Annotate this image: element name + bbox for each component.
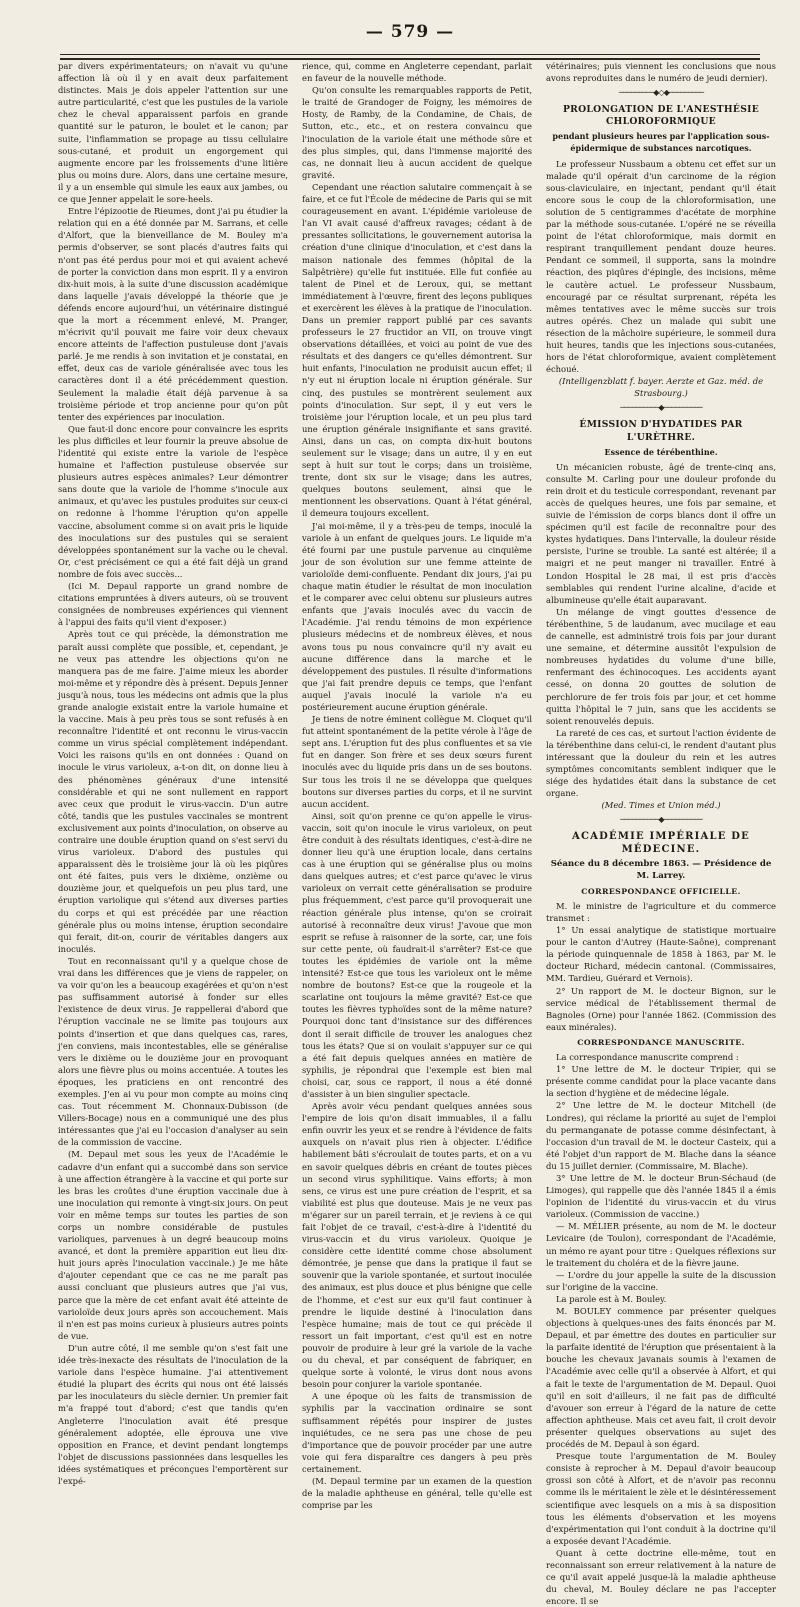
paragraph: Le professeur Nussbaum a obtenu cet effet sur un malade qu'il opérait d'un carcinome de la région sous-claviculaire, en injectant, pendant qu'il était encore sous le coup de la chloroformisation, une solution de 5 centigrammes d'acétate de morphine par la méthode sous-cutanée. L'opéré ne se réveilla point de l'état chloroformique, mais dormit en respirant tranquillement pendant douze heures. Pendant ce sommeil, il supporta, sans la moindre réaction, des piqûres d'épingle, des incisions, même le cautère actuel. Le professeur Nussbaum, encouragé par ce résultat surprenant, répéta les mêmes tentatives avec le même succès sur trois autres opérés. Chez un malade qui subit une résection de la mâchoire supérieure, le sommeil dura huit heures, tandis que les injections sous-cutanées, hors de l'état chloroformique, avaient complètement échoué. — [546, 158, 776, 375]
column-1 — [58, 60, 288, 1486]
paragraph: 3° Une lettre de M. le docteur Brun-Séchaud (de Limoges), qui rappelle que dès l'année 1845 il a émis l'opinion de l'identité du virus-vaccin et du virus varioleux. (Commission de vaccine.) — [546, 1172, 776, 1220]
paragraph: Après tout ce qui précède, la démonstration me paraît aussi complète que possible, et, cependant, je ne veux pas attendre les objections qu'on ne manquera pas de me faire. J'aime mieux les aborder moi-même et y répondre dès à présent. Depuis Jenner jusqu'à nous, tous les médecins ont admis que la plus grande analogie existait entre la variole humaine et la vaccine. Mais à peu près tous se sont refusés à en reconnaître l'identité et ont reconnu le virus-vaccin comme un virus spécial complètement indépendant. Voici les raisons qu'ils en ont données : Quand on inocule le virus varioleux, a-t-on dit, on donne lieu à des phénomènes généraux d'une intensité considérable et qui ne sont nullement en rapport avec ceux que produit le virus-vaccin. D'un autre côté, tandis que les pustules vaccinales se montrent exclusivement aux points d'inoculation, on observe au contraire une double éruption quand on s'est servi du virus varioleux. D'abord des pustules qui apparaissent dès le troisième jour là où les piqûres ont été faites, puis vers le dixième, onzième ou douzième jour, et quelquefois un peu plus tard, une éruption variolique qui s'étend aux diverses parties du corps et qui est précédée par une réaction générale plus ou moins intense, éruption secondaire qui ferait, dit-on, courir de véritables dangers aux inoculés. — [58, 629, 288, 954]
paragraph: La correspondance manuscrite comprend : — [556, 1052, 739, 1063]
ornamental-rule-icon: ──────────◆────────── — [620, 815, 702, 825]
source-citation: (Med. Times et Union méd.) — [601, 800, 721, 811]
paragraph: Que faut-il donc encore pour convaincre les esprits les plus difficiles et leur fournir la preuve absolue de l'identité qui existe entre la variole de l'espèce humaine et l'affection pustuleuse observée sur plusieurs autres espèces animales? Leur démontrer sans doute que la variole de l'homme s'inocule aux animaux, et qu'avec les pustules produites sur ceux-ci on redonne à l'homme l'éruption qu'on appelle vaccine, absolument comme si on avait pris le liquide des inoculations sur des pustules qui se seraient développées spontanément sur la vache ou le cheval. Or, c'est précisément ce qui a été fait déjà un grand nombre de fois avec succès... — [58, 423, 288, 579]
paragraph: 2° Un rapport de M. le docteur Bignon, sur le service médical de l'établissement thermal de Bagnoles (Orne) pour l'année 1862. (Commission des eaux minérales). — [546, 985, 776, 1032]
paragraph: A une époque où les faits de transmission de syphilis par la vaccination ordinaire se sont suffisamment répétés pour inspirer de justes inquiétudes, ce ne sera pas une chose de peu d'importance que de pouvoir procéder par une autre voie qui fera disparaître ces dangers à peu près certainement. — [302, 1391, 532, 1474]
text-columns — [58, 60, 776, 1607]
paragraph: Je tiens de notre éminent collègue M. Cloquet qu'il fut atteint spontanément de la petite vérole à l'âge de sept ans. L'éruption fut des plus confluentes et sa vie fut en danger. Son frère et ses deux sœurs furent inoculés avec du liquide pris dans un de ses boutons. Sur tous les trois il ne se développa que quelques boutons sur diverses parties du corps, et il ne survint aucun accident. — [302, 714, 532, 809]
column-3 — [546, 60, 776, 1607]
section-title-hydatids: ÉMISSION D'HYDATIDES PAR L'URÈTHRE. — [579, 419, 743, 443]
paragraph: 1° Un essai analytique de statistique mortuaire pour le canton d'Autrey (Haute-Saône), comprenant la période quinquennale de 1858 à 1863, par M. le docteur Richard, médecin cantonal. (Commissaires, MM. Tardieu, Guérard et Vernois). — [546, 925, 776, 984]
paragraph: 2° Une lettre de M. le docteur Mitchell (de Londres), qui réclame la priorité au sujet de l'emploi du permanganate de potasse comme désinfectant, à l'occasion d'un travail de M. le docteur Casteix, qui a été l'objet d'un rapport de M. Blache dans la séance du 15 juillet dernier. (Commissaire, M. Blache). — [546, 1100, 776, 1171]
paragraph: (M. Depaul met sous les yeux de l'Académie le cadavre d'un enfant qui a succombé dans son service à une affection étrangère à la vaccine et qui porte sur les bras les croûtes d'une éruption vaccinale due à une inoculation qui remonte à vingt-six jours. On peut voir en même temps sur toutes les parties de son corps un nombre considérable de pustules varioliques, parvenues à un degré beaucoup moins avancé, et dont la première apparition eut lieu dix-huit jours après l'inoculation vaccinale.) Je me hâte d'ajouter cependant que ce cas ne me paraît pas aussi concluant que plusieurs autres que j'ai vus, parce que la mère de cet enfant avait été atteinte de varioloïde deux jours après son accouchement. Mais il n'en est pas moins curieux à plusieurs autres points de vue. — [58, 1149, 288, 1341]
paragraph: rience, qui, comme en Angleterre cependant, parlait en faveur de la nouvelle méthode. — [302, 61, 532, 84]
paragraph: Cependant une réaction salutaire commençait à se faire, et ce fut l'École de médecine de Paris qui se mit courageusement en avant. L'épidémie varioleuse de l'an VI avait causé d'affreux ravages; cédant à de pressantes sollicitations, le gouvernement autorisa la création d'une clinique d'inoculation, et c'est dans la maison nationale des femmes (hôpital de la Salpêtrière) qu'elle fut instituée. Elle fut confiée au talent de Pinel et de Leroux, qui, se mettant immédiatement à l'œuvre, firent des leçons publiques et exercèrent les élèves à la pratique de l'inoculation. Dans un premier rapport publié par ces savants professeurs le 27 fructidor an VII, on trouve vingt observations détaillées, et voici au point de vue des résultats et des dangers ce qu'elles démontrent. Sur huit enfants, l'inoculation ne produisit aucun effet; il n'y eut ni éruption locale ni éruption générale. Sur cinq, des pustules se montrèrent seulement aux points d'inoculation. Sur sept, il y eut vers le troisième jour l'éruption locale, et un peu plus tard une éruption générale insignifiante et sans gravité. Ainsi, dans un cas, on compta dix-huit boutons seulement sur le visage; dans un autre, il y en eut sept à huit sur tout le corps; dans un troisième, trente, dont six sur le visage; dans les autres, quelques boutons seulement, ainsi que le mentionnent les observations. Quant à l'état général, il demeura toujours excellent. — [302, 181, 532, 519]
source-citation: (Intelligenzblatt f. bayer. Aerzte et Gaz. méd. de Strasbourg.) — [558, 376, 764, 399]
paragraph: vétérinaires; puis viennent les conclusions que nous avons reproduites dans le numéro de jeudi dernier). — [546, 61, 776, 84]
paragraph: D'un autre côté, il me semble qu'on s'est fait une idée très-inexacte des résultats de l'inoculation de la variole dans l'espèce humaine. J'ai attentivement étudié la plupart des écrits qui nous ont été laissés par les inoculateurs du siècle dernier. Un premier fait m'a frappé tout d'abord; c'est que tandis qu'en Angleterre l'inoculation avait été presque généralement adoptée, elle éprouva une vive opposition en France, et devint pendant longtemps l'objet de discussions passionnées dans lesquelles les idées systématiques et préconçues l'emportèrent sur l'expé- — [58, 1342, 288, 1486]
paragraph: Tout en reconnaissant qu'il y a quelque chose de vrai dans les différences que je viens de rappeler, on va voir qu'on les a beaucoup exagérées et qu'on n'est pas suffisamment autorisé à fonder sur elles l'existence de deux virus. Je rappellerai d'abord que l'éruption vaccinale ne se limite pas toujours aux points d'insertion et que dans quelques cas, rares, j'en conviens, mais incontestables, elle se généralise vers le dixième ou le douzième jour en provoquant alors une fièvre plus ou moins accentuée. A toutes les époques, les praticiens en ont rencontré des exemples. J'en ai vu pour mon compte au moins cinq cas. Tout récemment M. Chonnaux-Dubisson (de Villers-Bocage) nous en a communiqué une des plus intéressantes que j'ai eu l'occasion d'analyser au sein de la commission de vaccine. — [58, 955, 288, 1148]
paragraph: La rareté de ces cas, et surtout l'action évidente de la térébenthine dans celui-ci, le rendent d'autant plus intéressant que la douleur du rein et les autres symptômes concomitants semblent indiquer que le siége des hydatides était dans la substance de cet organe. — [546, 727, 776, 799]
section-title-academy: ACADÉMIE IMPÉRIALE DE MÉDECINE. — [572, 831, 750, 855]
paragraph: Presque toute l'argumentation de M. Bouley consiste à reprocher à M. Depaul d'avoir beaucoup grossi son côté à Alfort, et de n'avoir pas reconnu comme ils le méritaient le zèle et le désintéressement scientifique avec lesquels on a mis à sa disposition tous les éléments d'observation et les moyens d'expérimentation qui l'ont conduit à la doctrine qu'il a exposée devant l'Académie. — [546, 1451, 776, 1546]
subsection-heading: CORRESPONDANCE OFFICIELLE. — [581, 886, 741, 896]
paragraph: Ainsi, soit qu'on prenne ce qu'on appelle le virus-vaccin, soit qu'on inocule le virus varioleux, on peut être conduit à des résultats identiques, c'est-à-dire ne donner lieu qu'à une éruption locale, dans certains cas à une éruption qui se généralise plus ou moins dans quelques autres; et c'est parce qu'avec le virus varioleux on verrait cette généralisation se produire plus fréquemment, c'est parce qu'il provoquerait une réaction générale plus intense, qu'on se croirait autorisé à reconnaître deux virus! J'avoue que mon esprit se refuse à raisonner de la sorte, car, une fois sur cette pente, où faudrait-il s'arrêter? Est-ce que toutes les épidémies de variole ont la même intensité? Est-ce que tous les varioleux ont le même nombre de boutons? Est-ce que la rougeole et la scarlatine ont toujours la même gravité? Est-ce que toutes les fièvres typhoïdes sont de la même nature? Pourquoi donc tant d'insistance sur des différences dont il serait difficile de trouver les analogues chez tous les états? Que si on voulait s'appuyer sur ce qui a été fait depuis quelques années en matière de syphilis, je répondrai que l'exemple est bien mal choisi, car, sous ce rapport, il nous a été donné d'assister à un bien singulier spectacle. — [302, 810, 532, 1099]
section-subtitle: Essence de térébenthine. — [604, 446, 718, 457]
paragraph: — L'ordre du jour appelle la suite de la discussion sur l'origine de la vaccine. — [546, 1269, 776, 1292]
paragraph: M. le ministre de l'agriculture et du commerce transmet : — [546, 900, 776, 923]
paragraph: Un mélange de vingt gouttes d'essence de térébenthine, 5 de laudanum, avec mucilage et eau de cannelle, est administré trois fois par jour durant une semaine, et détermine aussitôt l'expulsion de nombreuses hydatides du volume d'une bille, renfermant des échinocoques. Les accidents ayant cessé, on donna 20 gouttes de solution de perchlorure de fer trois fois par jour, et cet homme quitta l'hôpital le 7 juin, sans que les accidents se soient renouvelés depuis. — [546, 606, 776, 726]
column-2 — [302, 60, 532, 1511]
ornamental-rule-icon: ──────────◆────────── — [620, 403, 702, 413]
paragraph: Entre l'épizootie de Rieumes, dont j'ai pu étudier la relation qui en a été donnée par M. Sarrans, et celle d'Alfort, que la bienveillance de M. Bouley m'a permis d'observer, se sont placés d'autres faits qui n'ont pas été perdus pour moi et qui avaient achevé de porter la conviction dans mon esprit. Il y a environ dix-huit mois, à la suite d'une discussion académique dans laquelle j'avais développé la théorie que je défends encore aujourd'hui, un vétérinaire distingué que la mort a récemment enlevé, M. Pranger, m'écrivit qu'il pouvait me faire voir deux chevaux encore atteints de l'affection pustuleuse dont j'avais parlé. Je me rendis à son invitation et je constatai, en effet, deux cas de variole généralisée avec tous les caractères dont il a été précédemment question. Seulement la maladie était déjà parvenue à sa troisième période et trop ancienne pour qu'on pût tenter des expériences par inoculation. — [58, 206, 288, 422]
page-header — [60, 10, 760, 60]
section-title-anesthesia: PROLONGATION DE L'ANESTHÉSIE CHLOROFORMIQUE — [562, 104, 760, 128]
paragraph: Un mécanicien robuste, âgé de trente-cinq ans, consulte M. Carling pour une douleur profonde du rein droit et du testicule correspondant, revenant par accès de quelques heures, une fois par semaine, et suivie de l'émission de corps blancs dont il offre un spécimen qu'il est facile de reconnaître pour des kystes hydatiques. Dans l'intervalle, la douleur réside persiste, l'urine se trouble. La santé est altérée; il a maigri et ne peut manger ni travailler. Entré à London Hospital le 28 mai, il est pris d'accès semblables qui rendent l'urine alcaline, d'acide et albumineuse qu'elle était auparavant. — [546, 461, 776, 605]
section-subtitle: pendant plusieurs heures par l'application sous-épidermique de substances narcotiques. — [552, 131, 770, 154]
paragraph: par divers expérimentateurs; on n'avait vu qu'une affection là où il y en avait deux parfaitement distinctes. Mais je dois appeler l'attention sur une autre particularité, c'est que les pustules de la variole chez le cheval apparaissent parfois en grande quantité sur le paturon, le boulet et le canon; par suite, l'inflammation se propage au tissu cellulaire sous-cutané, et produit un engorgement qui augmente encore par les froissements d'une litière plus ou moins dure. Alors, dans une certaine mesure, il y a un ensemble qui simule les eaux aux jambes, ou ce que Jenner appelait le sore-heels. — [58, 61, 288, 205]
paragraph: (M. Depaul termine par un examen de la question de la maladie aphtheuse en général, telle qu'elle est comprise par les — [302, 1475, 532, 1511]
ornamental-rule-icon: ─────────◆◇◆───────── — [618, 88, 704, 98]
paragraph: (Ici M. Depaul rapporte un grand nombre de citations empruntées à divers auteurs, où se trouvent consignées de nombreuses expériences qui viennent à l'appui des faits qu'il vient d'exposer.) — [58, 581, 288, 628]
subsection-heading: CORRESPONDANCE MANUSCRITE. — [577, 1037, 745, 1047]
header-rule-thin — [60, 54, 760, 55]
page-number: — 579 — — [365, 22, 455, 42]
paragraph: J'ai moi-même, il y a très-peu de temps, inoculé la variole à un enfant de quelques jours. Le liquide m'a été fourni par une pustule parvenue au cinquième jour de son évolution sur une femme atteinte de varioloïde demi-confluente. Pendant dix jours, j'ai pu chaque matin étudier le résultat de mon inoculation et le comparer avec celui obtenu sur plusieurs autres enfants que j'avais inoculés avec du vaccin de l'Académie. J'ai rendu témoins de mon expérience plusieurs médecins et de nombreux élèves, et nous avons tous pu nous convaincre qu'il n'y avait eu aucune différence dans la marche et le développement des pustules. Il résulte d'informations que j'ai fait prendre depuis ce temps, que l'enfant auquel j'avais inoculé la variole n'a eu postérieurement aucune éruption générale. — [302, 520, 532, 712]
paragraph: La parole est à M. Bouley. — [556, 1293, 667, 1304]
paragraph: 1° Une lettre de M. le docteur Tripier, qui se présente comme candidat pour la place vacante dans la section d'hygiène et de médecine légale. — [546, 1064, 776, 1099]
paragraph: Après avoir vécu pendant quelques années sous l'empire de lois qu'on disait immuables, il a fallu enfin ouvrir les yeux et se rendre à l'évidence de faits auxquels on n'avait plus rien à objecter. L'édifice habilement bâti s'écroulait de toutes parts, et on a vu en savoir quelques débris en créant de toutes pièces un second virus syphilitique. Vains efforts; à mon sens, ce virus est une pure création de l'esprit, et sa viabilité est plus que douteuse. Mais je ne veux pas m'égarer sur un pareil terrain, et je reviens à ce qui fait l'objet de ce travail, c'est-à-dire à l'identité du virus-vaccin et du virus varioleux. Quoique je considère cette identité comme chose absolument démontrée, je pense que dans la pratique il faut se souvenir que la variole spontanée, et surtout inoculée des animaux, est plus douce et plus bénigne que celle de l'homme, et c'est sur eux qu'il faut continuer à prendre le liquide destiné à l'inoculation dans l'espèce humaine; mais de tout ce qui précède il ressort un fait important, c'est qu'il est en notre pouvoir de produire à leur gré la variole de la vache ou du cheval, et par conséquent de fabriquer, en quelque sorte à volonté, le virus dont nous avons besoin pour conjurer la variole spontanée. — [302, 1101, 532, 1390]
paragraph: Qu'on consulte les remarquables rapports de Petit, le traité de Grandoger de Foigny, les mémoires de Hosty, de Ramby, de la Condamine, de Chais, de Sutton, etc., etc., et on restera convaincu que l'inoculation de la variole était une méthode sûre et des plus simples, qui, dans l'immense majorité des cas, ne donnait lieu à aucun accident de quelque gravité. — [302, 85, 532, 180]
session-line: Séance du 8 décembre 1863. — Présidence de M. Larrey. — [550, 858, 772, 881]
paragraph: M. BOULEY commence par présenter quelques objections à quelques-unes des faits énoncés par M. Depaul, et par émettre des doutes en particulier sur la parfaite identité de l'éruption que présentaient à la bouche les chevaux javanais soumis à l'examen de l'Académie avec celle qu'il a observée à Alfort, et qui a fait le texte de l'argumentation de M. Depaul. Quoi qu'il en soit d'ailleurs, il ne fait pas de difficulté d'avouer son erreur à l'égard de la nature de cette affection aphtheuse. Mais cet aveu fait, il croit devoir présenter quelques observations au sujet des procédés de M. Depaul à son égard. — [546, 1306, 776, 1450]
paragraph: Quant à cette doctrine elle-même, tout en reconnaissant son erreur relativement à la nature de ce qu'il avait appelé jusque-là la maladie aphtheuse du cheval, M. Bouley déclare ne pas l'accepter encore. Il se — [546, 1547, 776, 1607]
paragraph: — M. MÉLIER présente, au nom de M. le docteur Levicaire (de Toulon), correspondant de l'Académie, un mémo re ayant pour titre : Quelques réflexions sur le traitement du choléra et de la fièvre jaune. — [546, 1221, 776, 1268]
